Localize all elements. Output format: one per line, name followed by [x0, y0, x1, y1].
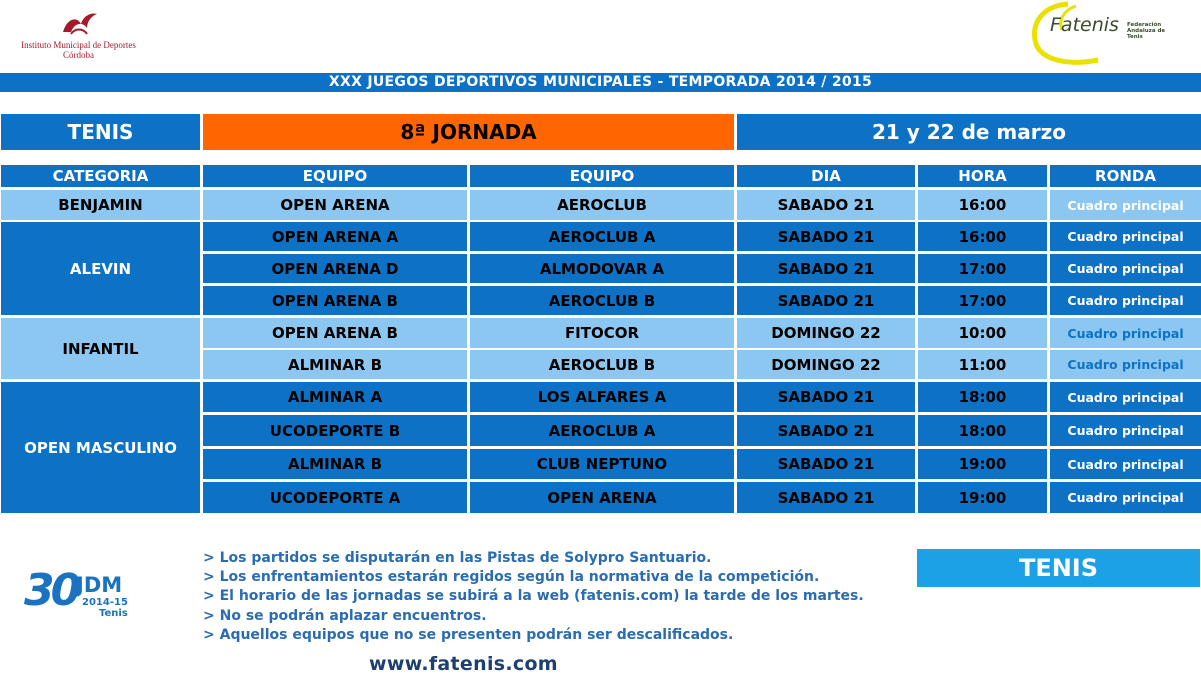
cell-day: SABADO 21 [737, 449, 915, 479]
cell-team2: LOS ALFARES A [470, 382, 734, 412]
cell-team2: AEROCLUB B [470, 350, 734, 379]
sport-badge: TENIS [917, 549, 1200, 587]
date-label: 21 y 22 de marzo [737, 114, 1201, 150]
cell-team2: FITOCOR [470, 318, 734, 348]
fatenis-subtext-3: Tenis [1127, 34, 1143, 40]
notes-list [203, 549, 923, 645]
cell-round: Cuadro principal [1050, 318, 1201, 348]
cell-round: Cuadro principal [1050, 449, 1201, 479]
cell-team1: OPEN ARENA B [203, 318, 467, 348]
logo-text-line-2: Córdoba [63, 50, 94, 60]
cell-day: DOMINGO 22 [737, 350, 915, 379]
category-infantil: INFANTIL [1, 318, 200, 379]
fatenis-subtext-1: Federación [1127, 22, 1162, 28]
cell-day: SABADO 21 [737, 254, 915, 283]
website-link[interactable]: www.fatenis.com [369, 653, 558, 675]
cell-day: SABADO 21 [737, 222, 915, 251]
cell-round: Cuadro principal [1050, 415, 1201, 446]
cell-time: 16:00 [918, 222, 1047, 251]
fatenis-logo [1028, 0, 1198, 66]
cell-round: Cuadro principal [1050, 286, 1201, 315]
cell-team2: CLUB NEPTUNO [470, 449, 734, 479]
cell-day: SABADO 21 [737, 415, 915, 446]
fatenis-subtext-2: Andaluza de [1127, 28, 1166, 34]
cell-team1: OPEN ARENA B [203, 286, 467, 315]
jdm-logo-sport: Tenis [99, 608, 128, 619]
page-title: XXX JUEGOS DEPORTIVOS MUNICIPALES - TEMPORADA 2014 / 2015 [0, 73, 1201, 92]
cell-team1: OPEN ARENA D [203, 254, 467, 283]
cell-team2: AEROCLUB [470, 190, 734, 220]
col-header-equipo-2: EQUIPO [470, 165, 734, 187]
cell-team1: UCODEPORTE A [203, 482, 467, 513]
cell-time: 19:00 [918, 482, 1047, 513]
cell-time: 16:00 [918, 190, 1047, 220]
cell-time: 10:00 [918, 318, 1047, 348]
cell-team2: AEROCLUB B [470, 286, 734, 315]
note-item: > No se podrán aplazar encuentros. [203, 607, 487, 624]
cell-team1: OPEN ARENA [203, 190, 467, 220]
note-item: > Aquellos equipos que no se presenten podrán ser descalificados. [203, 626, 734, 643]
cell-day: SABADO 21 [737, 286, 915, 315]
cell-round: Cuadro principal [1050, 482, 1201, 513]
cell-day: DOMINGO 22 [737, 318, 915, 348]
cell-round: Cuadro principal [1050, 254, 1201, 283]
fatenis-wordmark: Fatenis [1050, 14, 1119, 36]
fatenis-subtext [1127, 22, 1165, 40]
note-item: > Los partidos se disputarán en las Pistas de Solypro Santuario. [203, 550, 712, 566]
cell-team1: OPEN ARENA A [203, 222, 467, 251]
note-item: > Los enfrentamientos estarán regidos según la normativa de la competición. [203, 569, 820, 586]
cell-time: 18:00 [918, 382, 1047, 412]
jornada-label: 8ª JORNADA [203, 114, 734, 150]
cell-team2: AEROCLUB A [470, 222, 734, 251]
logo-text-line-1: Instituto Municipal de Deportes [21, 40, 136, 50]
cell-team2: OPEN ARENA [470, 482, 734, 513]
cell-team2: AEROCLUB A [470, 415, 734, 446]
cell-day: SABADO 21 [737, 482, 915, 513]
col-header-hora: HORA [918, 165, 1047, 187]
cell-team1: UCODEPORTE B [203, 415, 467, 446]
cell-round: Cuadro principal [1050, 190, 1201, 220]
cell-team2: ALMODOVAR A [470, 254, 734, 283]
cell-team1: ALMINAR B [203, 449, 467, 479]
category-open-masculino: OPEN MASCULINO [1, 382, 200, 513]
cell-time: 17:00 [918, 286, 1047, 315]
cell-time: 18:00 [918, 415, 1047, 446]
cell-team1: ALMINAR B [203, 350, 467, 379]
cell-time: 17:00 [918, 254, 1047, 283]
cell-day: SABADO 21 [737, 382, 915, 412]
cell-day: SABADO 21 [737, 190, 915, 220]
jdm-logo-letters: JDM [76, 573, 123, 597]
jdm-logo-years: 2014-15 [82, 597, 128, 608]
category-benjamin: BENJAMIN [1, 190, 200, 220]
imd-emblem-icon [57, 10, 101, 40]
cell-round: Cuadro principal [1050, 222, 1201, 251]
col-header-dia: DIA [737, 165, 915, 187]
category-alevin: ALEVIN [1, 222, 200, 315]
col-header-ronda: RONDA [1050, 165, 1201, 187]
note-item: > El horario de las jornadas se subirá a la web (fatenis.com) la tarde de los martes. [203, 588, 864, 605]
col-header-categoria: CATEGORIA [1, 165, 200, 187]
cell-round: Cuadro principal [1050, 350, 1201, 379]
cell-time: 19:00 [918, 449, 1047, 479]
cell-round: Cuadro principal [1050, 382, 1201, 412]
sport-label: TENIS [1, 114, 200, 150]
cell-team1: ALMINAR A [203, 382, 467, 412]
imd-logo [16, 10, 141, 65]
jdm-logo [24, 565, 149, 625]
cell-time: 11:00 [918, 350, 1047, 379]
col-header-equipo-1: EQUIPO [203, 165, 467, 187]
jdm-logo-number: 30 [24, 565, 78, 616]
